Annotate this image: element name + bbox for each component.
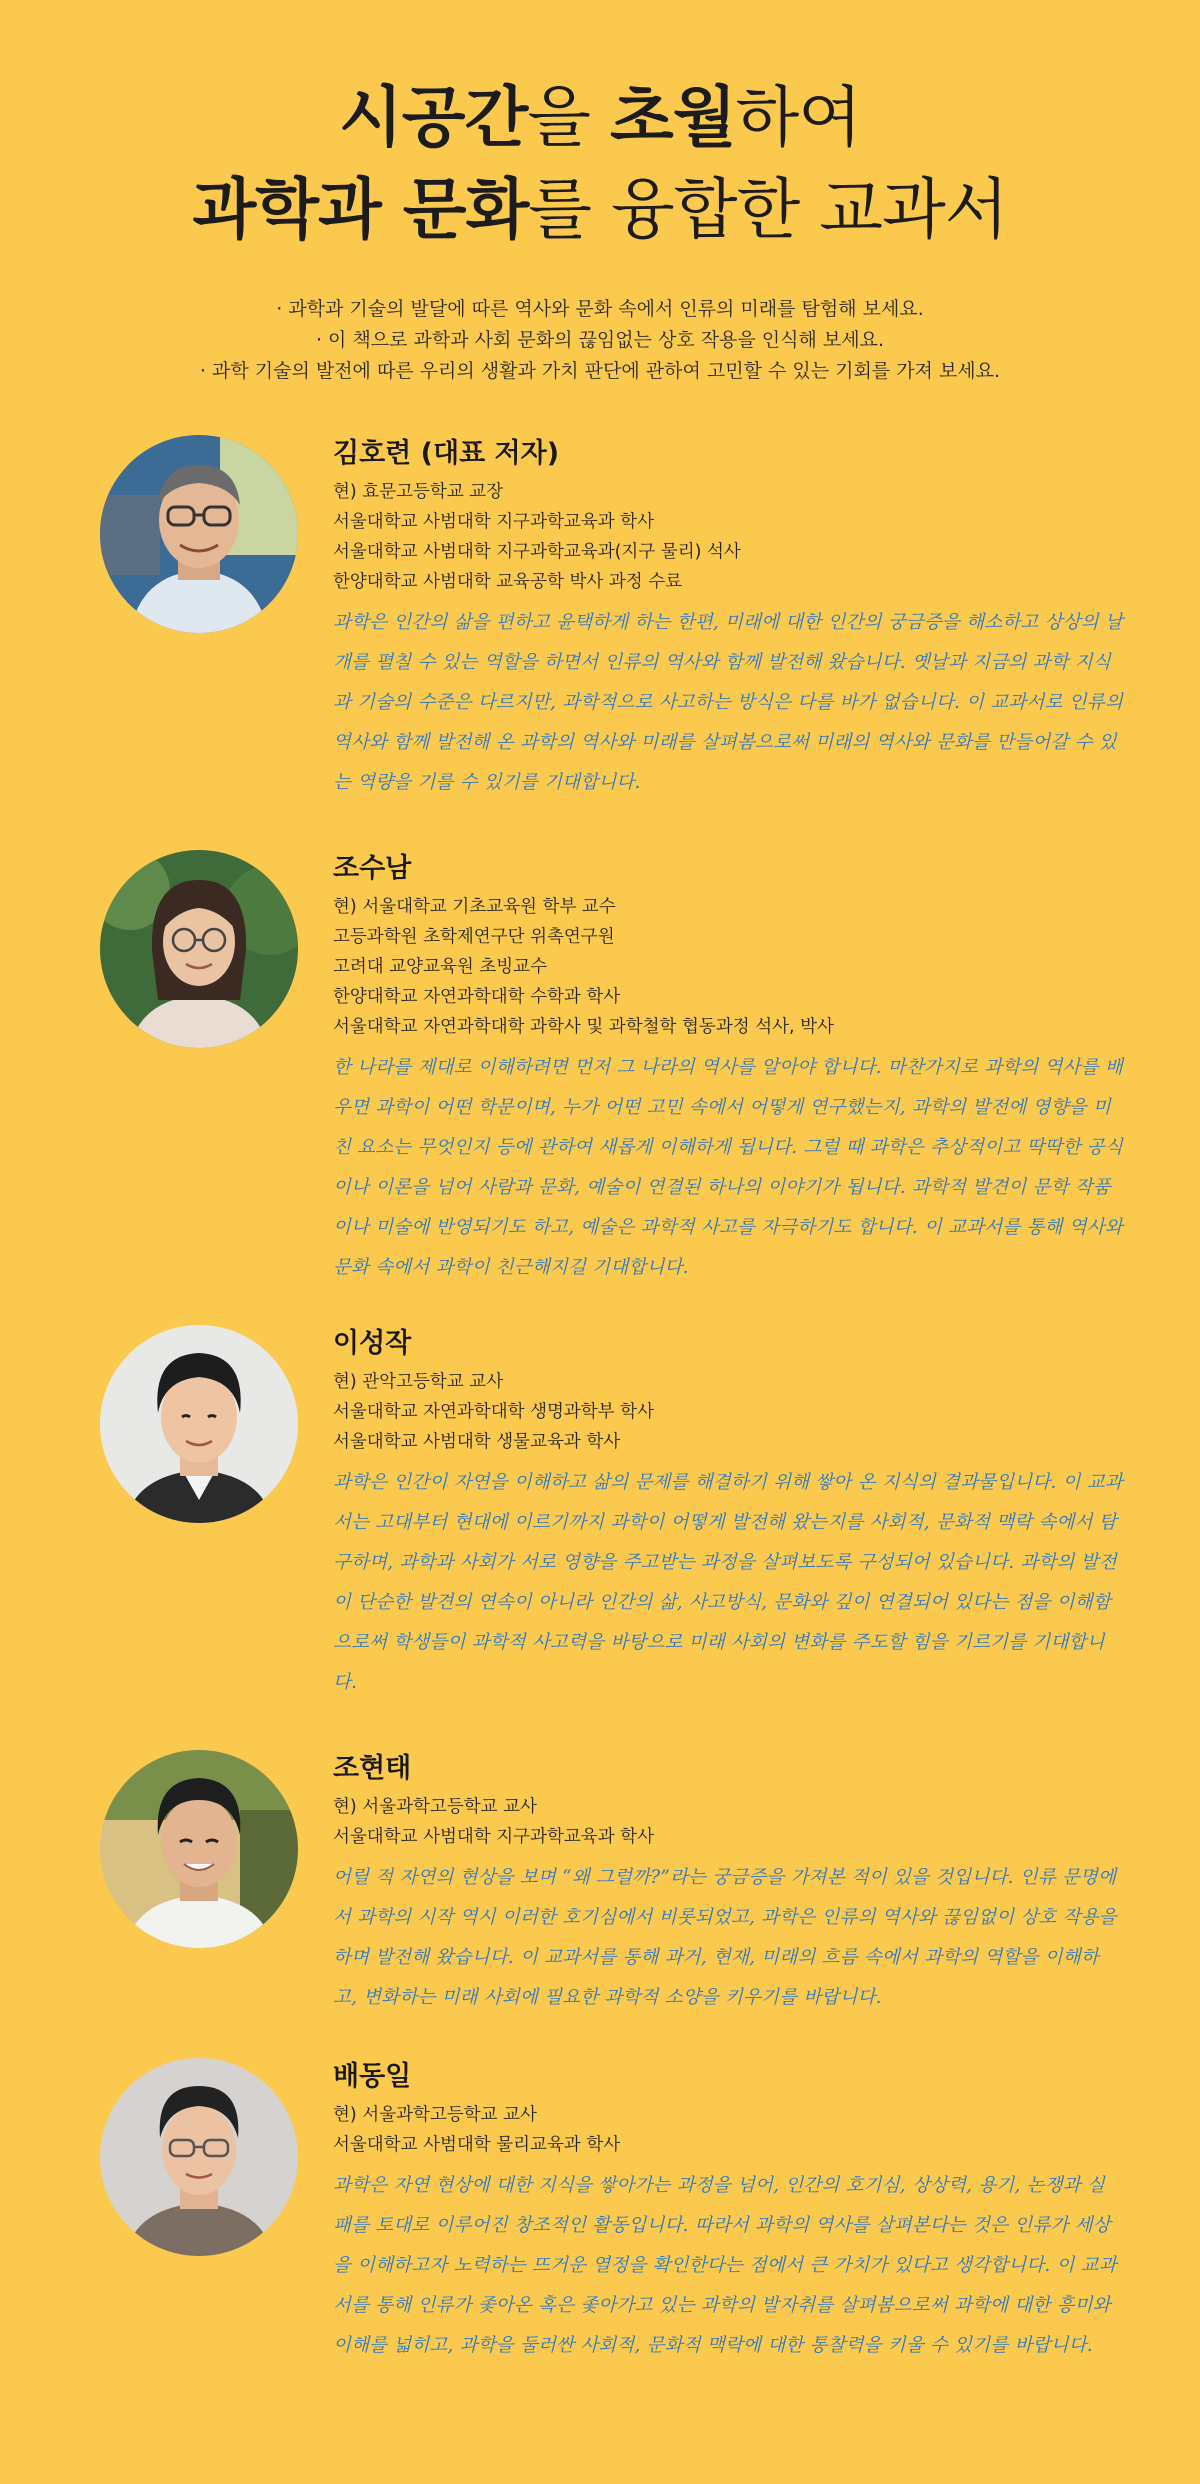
hero-emphasis: 초월 (610, 79, 736, 156)
hero-section (0, 0, 1200, 387)
author-credential: 한양대학교 자연과학대학 수학과 학사 (333, 987, 621, 1007)
author-credential: 서울대학교 사범대학 지구과학교육과 학사 (333, 512, 654, 532)
author-credential: 현) 서울과학고등학교 교사 (333, 2105, 537, 2125)
author-info (333, 2058, 1123, 2366)
author-credential: 서울대학교 사범대학 생물교육과 학사 (333, 1432, 621, 1452)
author-photo (100, 2058, 298, 2256)
author-info (333, 435, 1123, 803)
author-info (333, 1750, 1123, 2018)
author-credential: 현) 서울대학교 기초교육원 학부 교수 (333, 897, 616, 917)
author-credential: 고려대 교양교육원 초빙교수 (333, 957, 547, 977)
author-photo (100, 435, 298, 633)
author-name: 조수남 (333, 853, 412, 884)
hero-text: 를 융합한 교과서 (528, 171, 1008, 248)
author-info (333, 850, 1123, 1288)
author-quote: 한 나라를 제대로 이해하려면 먼저 그 나라의 역사를 알아야 합니다. 마찬가지로 과학의 역사를 배우면 과학이 어떤 학문이며, 누가 어떤 고민 속에서 어떻게 연구했는지, 과학의 발전에 영향을 미친 요소는 무엇인지 등에 관하여 새롭게 이해하게 됩니다. 그럴 때 과학은 추상적이고 딱딱한 공식이나 이론을 넘어 사람과 문화, 예술이 연결된 하나의 이야기가 됩니다. 과학적 발견이 문학 작품이나 미술에 반영되기도 하고, 예술은 과학적 사고를 자극하기도 합니다. 이 교과서를 통해 역사와 문화 속에서 과학이 친근해지길 기대합니다. (333, 1057, 1123, 1278)
hero-title-line1 (0, 72, 1200, 164)
author-credential: 서울대학교 사범대학 물리교육과 학사 (333, 2135, 621, 2155)
author-photo (100, 1750, 298, 1948)
author-credential: 서울대학교 자연과학대학 생명과학부 학사 (333, 1402, 654, 1422)
author-credential: 현) 관악고등학교 교사 (333, 1372, 504, 1392)
author-credential: 서울대학교 사범대학 지구과학교육과 학사 (333, 1827, 654, 1847)
hero-emphasis: 시공간 (338, 79, 528, 156)
author-credential: 서울대학교 자연과학대학 과학사 및 과학철학 협동과정 석사, 박사 (333, 1017, 834, 1037)
intro-bullet: · 이 책으로 과학과 사회 문화의 끊임없는 상호 작용을 인식해 보세요. (315, 329, 885, 351)
author-name: 배동일 (333, 2061, 412, 2092)
author-info (333, 1325, 1123, 1703)
hero-text: 을 (527, 79, 610, 156)
hero-title-line2 (0, 164, 1200, 256)
author-credential: 현) 효문고등학교 교장 (333, 482, 504, 502)
author-quote: 과학은 인간이 자연을 이해하고 삶의 문제를 해결하기 위해 쌓아 온 지식의 결과물입니다. 이 교과서는 고대부터 현대에 이르기까지 과학이 어떻게 발전해 왔는지를 사회적, 문화적 맥락 속에서 탐구하며, 과학과 사회가 서로 영향을 주고받는 과정을 살펴보도록 구성되어 있습니다. 과학의 발전이 단순한 발견의 연속이 아니라 인간의 삶, 사고방식, 문화와 깊이 연결되어 있다는 점을 이해함으로써 학생들이 과학적 사고력을 바탕으로 미래 사회의 변화를 주도할 힘을 기르기를 기대합니다. (333, 1472, 1123, 1693)
author-quote: 과학은 인간의 삶을 편하고 윤택하게 하는 한편, 미래에 대한 인간의 궁금증을 해소하고 상상의 날개를 펼칠 수 있는 역할을 하면서 인류의 역사와 함께 발전해 왔습니다. 옛날과 지금의 과학 지식과 기술의 수준은 다르지만, 과학적으로 사고하는 방식은 다를 바가 없습니다. 이 교과서로 인류의 역사와 함께 발전해 온 과학의 역사와 미래를 살펴봄으로써 미래의 역사와 문화를 만들어갈 수 있는 역량을 기를 수 있기를 기대합니다. (333, 612, 1123, 793)
author-credential: 한양대학교 사범대학 교육공학 박사 과정 수료 (333, 572, 683, 592)
author-credential: 서울대학교 사범대학 지구과학교육과(지구 물리) 석사 (333, 542, 741, 562)
author-photo (100, 850, 298, 1048)
hero-text: 하여 (735, 79, 862, 156)
author-name: 조현태 (333, 1753, 412, 1784)
hero-emphasis: 과학과 문화 (192, 171, 529, 248)
author-quote: 어릴 적 자연의 현상을 보며 “왜 그럴까?”라는 궁금증을 가져본 적이 있을 것입니다. 인류 문명에서 과학의 시작 역시 이러한 호기심에서 비롯되었고, 과학은 인류의 역사와 끊임없이 상호 작용을 하며 발전해 왔습니다. 이 교과서를 통해 과거, 현재, 미래의 흐름 속에서 과학의 역할을 이해하고, 변화하는 미래 사회에 필요한 과학적 소양을 키우기를 바랍니다. (333, 1867, 1117, 2008)
intro-bullet: · 과학과 기술의 발달에 따른 역사와 문화 속에서 인류의 미래를 탐험해 보세요. (276, 298, 924, 320)
author-name: 이성작 (333, 1328, 412, 1359)
author-name: 김호련 (대표 저자) (333, 438, 560, 469)
author-quote: 과학은 자연 현상에 대한 지식을 쌓아가는 과정을 넘어, 인간의 호기심, 상상력, 용기, 논쟁과 실패를 토대로 이루어진 창조적인 활동입니다. 따라서 과학의 역사를 살펴본다는 것은 인류가 세상을 이해하고자 노력하는 뜨거운 열정을 확인한다는 점에서 큰 가치가 있다고 생각합니다. 이 교과서를 통해 인류가 좇아온 혹은 좇아가고 있는 과학의 발자취를 살펴봄으로써 과학에 대한 흥미와 이해를 넓히고, 과학을 둘러싼 사회적, 문화적 맥락에 대한 통찰력을 키울 수 있기를 바랍니다. (333, 2175, 1117, 2356)
author-credential: 고등과학원 초학제연구단 위촉연구원 (333, 927, 615, 947)
author-photo (100, 1325, 298, 1523)
intro-bullets (0, 294, 1200, 387)
intro-bullet: · 과학 기술의 발전에 따른 우리의 생활과 가치 판단에 관하여 고민할 수 있는 기회를 가져 보세요. (199, 360, 1001, 382)
author-credential: 현) 서울과학고등학교 교사 (333, 1797, 537, 1817)
